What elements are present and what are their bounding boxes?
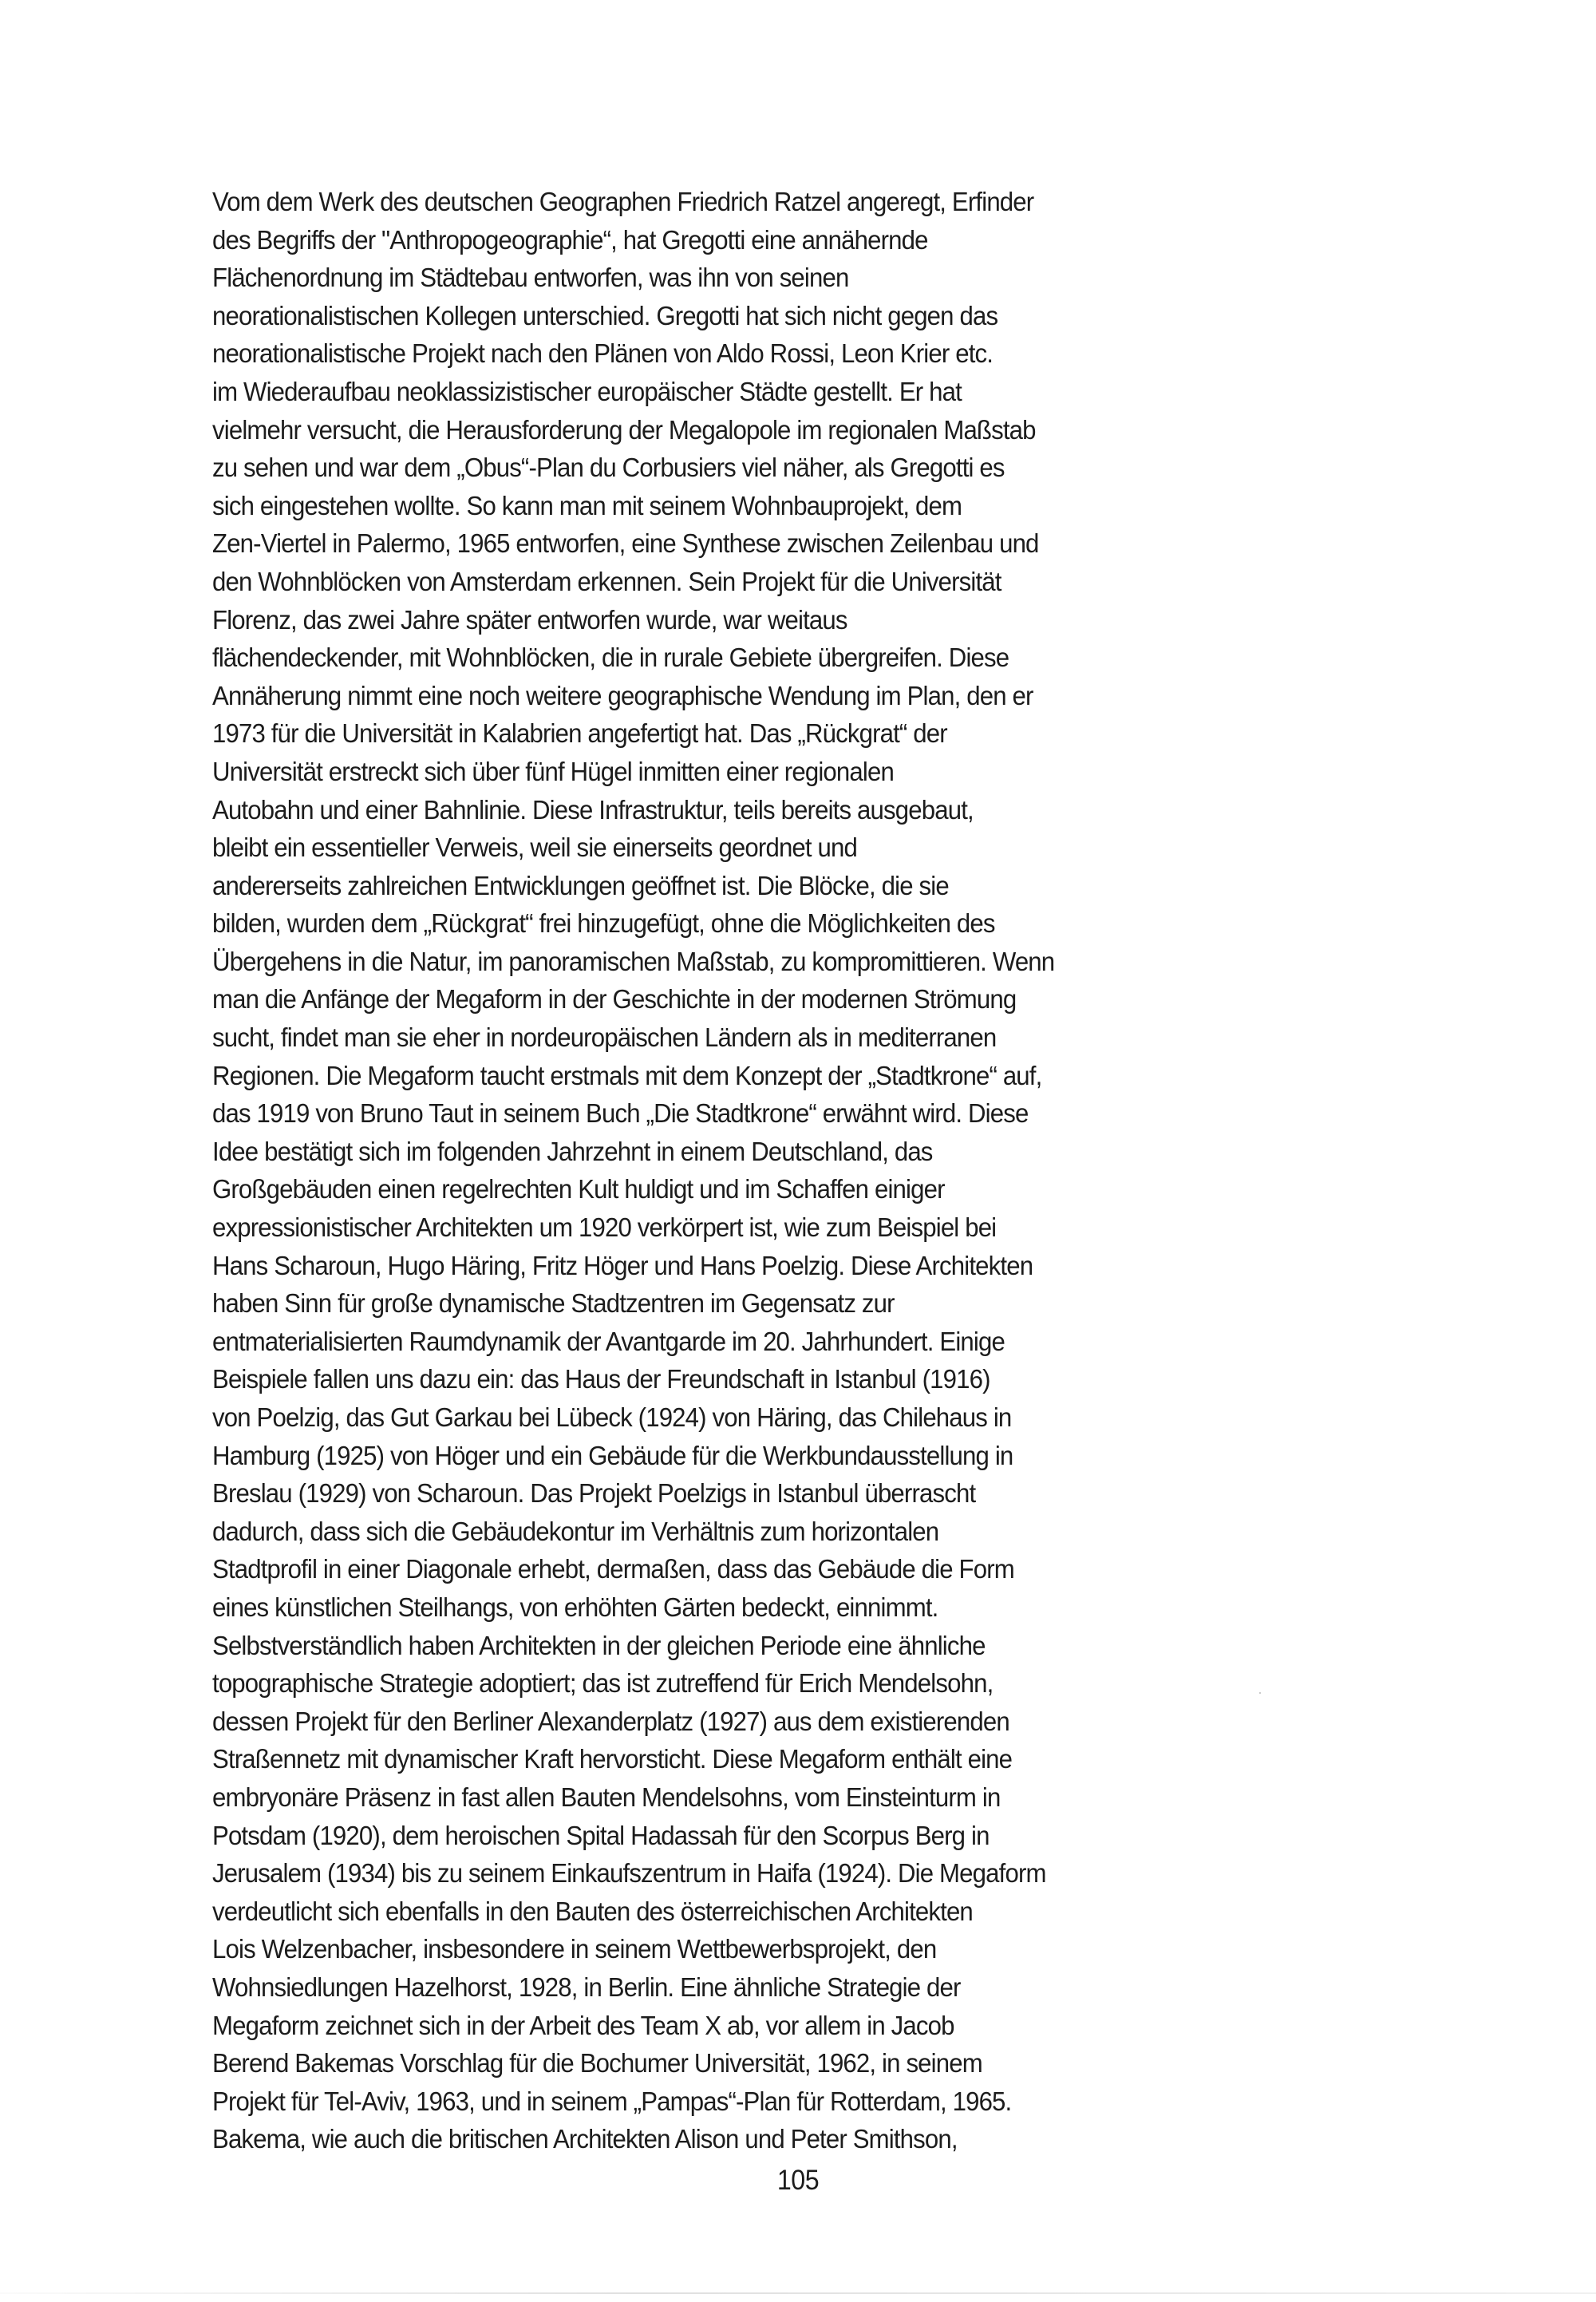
text-line: den Wohnblöcken von Amsterdam erkennen. Sein Projekt für die Universität [212, 567, 1001, 597]
text-line: von Poelzig, das Gut Garkau bei Lübeck (1924) von Häring, das Chilehaus in [212, 1403, 1012, 1433]
text-line: Großgebäuden einen regelrechten Kult huldigt und im Schaffen einiger [212, 1175, 945, 1205]
text-line: bilden, wurden dem „Rückgrat“ frei hinzugefügt, ohne die Möglichkeiten des [212, 909, 995, 939]
scan-speck [1259, 1692, 1261, 1694]
text-line: man die Anfänge der Megaform in der Geschichte in der modernen Strömung [212, 985, 1017, 1015]
text-line: Berend Bakemas Vorschlag für die Bochumer Universität, 1962, in seinem [212, 2049, 982, 2079]
text-line: Stadtprofil in einer Diagonale erhebt, dermaßen, dass das Gebäude die Form [212, 1555, 1014, 1585]
text-line: haben Sinn für große dynamische Stadtzentren im Gegensatz zur [212, 1289, 895, 1319]
scan-edge-line [0, 2292, 1596, 2294]
text-line: dadurch, dass sich die Gebäudekontur im Verhältnis zum horizontalen [212, 1517, 939, 1547]
text-line: dessen Projekt für den Berliner Alexanderplatz (1927) aus dem existierenden [212, 1707, 1009, 1737]
text-line: zu sehen und war dem „Obus“-Plan du Corbusiers viel näher, als Gregotti es [212, 453, 1005, 484]
text-line: im Wiederaufbau neoklassizistischer europäischer Städte gestellt. Er hat [212, 377, 962, 407]
text-line: Breslau (1929) von Scharoun. Das Projekt Poelzigs in Istanbul überrascht [212, 1479, 976, 1509]
text-line: verdeutlicht sich ebenfalls in den Bauten des österreichischen Architekten [212, 1897, 973, 1927]
text-line: vielmehr versucht, die Herausforderung der Megalopole im regionalen Maßstab [212, 415, 1036, 445]
text-line: neorationalistischen Kollegen unterschied. Gregotti hat sich nicht gegen das [212, 301, 998, 331]
text-line: Autobahn und einer Bahnlinie. Diese Infrastruktur, teils bereits ausgebaut, [212, 795, 974, 825]
text-line: Florenz, das zwei Jahre später entworfen wurde, war weitaus [212, 605, 847, 635]
text-line: Megaform zeichnet sich in der Arbeit des Team X ab, vor allem in Jacob [212, 2011, 954, 2041]
text-line: entmaterialisierten Raumdynamik der Avantgarde im 20. Jahrhundert. Einige [212, 1327, 1005, 1357]
text-line: sich eingestehen wollte. So kann man mit seinem Wohnbauprojekt, dem [212, 491, 962, 521]
text-line: topographische Strategie adoptiert; das ist zutreffend für Erich Mendelsohn, [212, 1669, 994, 1699]
text-line: Universität erstreckt sich über fünf Hügel inmitten einer regionalen [212, 757, 894, 787]
text-line: Projekt für Tel-Aviv, 1963, und in seinem „Pampas“-Plan für Rotterdam, 1965. [212, 2086, 1012, 2117]
body-text [212, 184, 1242, 2159]
text-line: Selbstverständlich haben Architekten in der gleichen Periode eine ähnliche [212, 1631, 986, 1661]
text-line: Vom dem Werk des deutschen Geographen Friedrich Ratzel angeregt, Erfinder [212, 188, 1034, 217]
text-line: sucht, findet man sie eher in nordeuropäischen Ländern als in mediterranen [212, 1023, 997, 1054]
text-line: embryonäre Präsenz in fast allen Bauten Mendelsohns, vom Einsteinturm in [212, 1782, 1001, 1813]
text-line: Jerusalem (1934) bis zu seinem Einkaufszentrum in Haifa (1924). Die Megaform [212, 1859, 1046, 1889]
text-line: andererseits zahlreichen Entwicklungen geöffnet ist. Die Blöcke, die sie [212, 871, 949, 901]
text-line: Potsdam (1920), dem heroischen Spital Hadassah für den Scorpus Berg in [212, 1821, 990, 1851]
text-line: Hamburg (1925) von Höger und ein Gebäude für die Werkbundausstellung in [212, 1441, 1013, 1471]
text-line: Hans Scharoun, Hugo Häring, Fritz Höger und Hans Poelzig. Diese Architekten [212, 1251, 1033, 1281]
text-line: 1973 für die Universität in Kalabrien angefertigt hat. Das „Rückgrat“ der [212, 719, 947, 750]
text-line: expressionistischer Architekten um 1920 verkörpert ist, wie zum Beispiel bei [212, 1213, 997, 1244]
text-line: eines künstlichen Steilhangs, von erhöhten Gärten bedeckt, einnimmt. [212, 1592, 938, 1623]
text-line: bleibt ein essentieller Verweis, weil sie einerseits geordnet und [212, 833, 858, 864]
text-line: neorationalistische Projekt nach den Plänen von Aldo Rossi, Leon Krier etc. [212, 339, 994, 370]
text-line: Annäherung nimmt eine noch weitere geographische Wendung im Plan, den er [212, 681, 1033, 711]
text-line: des Begriffs der "Anthropogeographie“, hat Gregotti eine annähernde [212, 225, 928, 255]
text-line: Zen-Viertel in Palermo, 1965 entworfen, eine Synthese zwischen Zeilenbau und [212, 529, 1039, 560]
text-line: Bakema, wie auch die britischen Architekten Alison und Peter Smithson, [212, 2125, 958, 2155]
text-line: Lois Welzenbacher, insbesondere in seinem Wettbewerbsprojekt, den [212, 1935, 937, 1965]
text-line: Übergehens in die Natur, im panoramischen Maßstab, zu kompromittieren. Wenn [212, 947, 1055, 977]
text-line: Flächenordnung im Städtebau entworfen, was ihn von seinen [212, 263, 849, 294]
page-number: 105 [776, 2165, 820, 2196]
text-line: Beispiele fallen uns dazu ein: das Haus der Freundschaft in Istanbul (1916) [212, 1365, 990, 1395]
text-line: das 1919 von Bruno Taut in seinem Buch „Die Stadtkrone“ erwähnt wird. Diese [212, 1099, 1029, 1129]
text-line: flächendeckender, mit Wohnblöcken, die in rurale Gebiete übergreifen. Diese [212, 643, 1009, 674]
text-line: Regionen. Die Megaform taucht erstmals mit dem Konzept der „Stadtkrone“ auf, [212, 1061, 1042, 1091]
text-line: Wohnsiedlungen Hazelhorst, 1928, in Berlin. Eine ähnliche Strategie der [212, 1972, 961, 2003]
text-line: Straßennetz mit dynamischer Kraft hervorsticht. Diese Megaform enthält eine [212, 1745, 1013, 1775]
text-line: Idee bestätigt sich im folgenden Jahrzehnt in einem Deutschland, das [212, 1137, 933, 1167]
